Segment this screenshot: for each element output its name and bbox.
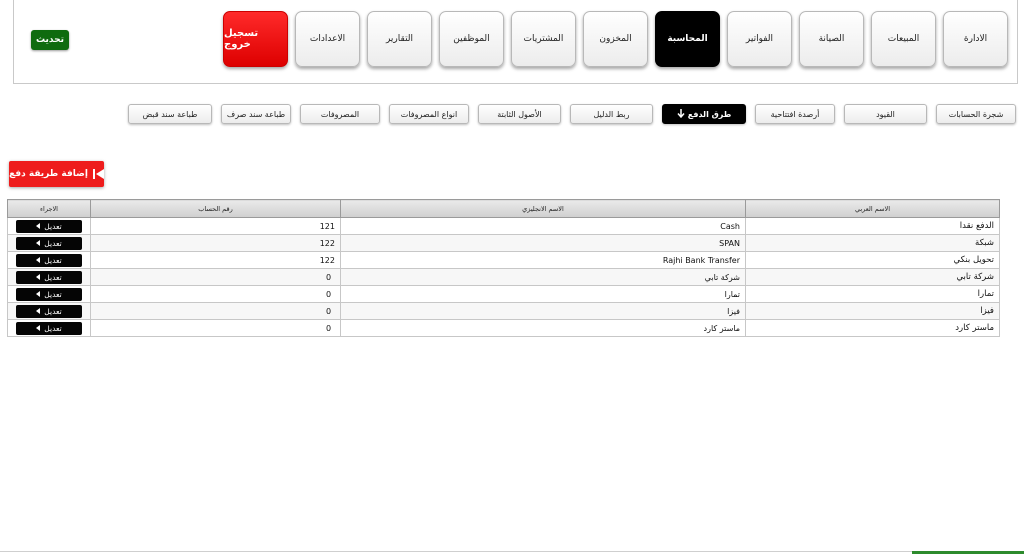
accounting-subnav xyxy=(128,104,1016,124)
subnav-label: شجرة الحسابات xyxy=(948,109,1004,119)
nav-inventory[interactable]: المخزون xyxy=(583,11,648,67)
edit-button[interactable] xyxy=(16,322,82,335)
edit-button[interactable] xyxy=(16,288,82,301)
subnav-fixed-assets[interactable] xyxy=(478,104,561,124)
cell-arabic-name: شبكة xyxy=(746,235,1000,252)
nav-settings[interactable]: الاعدادات xyxy=(295,11,360,67)
cell-action xyxy=(8,320,91,337)
edit-label: تعديل xyxy=(44,238,62,248)
logout-button[interactable]: تسجيل خروج xyxy=(223,11,288,67)
payment-methods-table xyxy=(7,199,1000,337)
col-header-account-number: رقم الحساب xyxy=(91,200,341,218)
edit-button[interactable] xyxy=(16,271,82,284)
cell-action xyxy=(8,269,91,286)
nav-sales[interactable]: المبيعات xyxy=(871,11,936,67)
edit-label: تعديل xyxy=(44,272,62,282)
nav-invoices[interactable]: الفواتير xyxy=(727,11,792,67)
cell-arabic-name: الدفع نقدا xyxy=(746,218,1000,235)
edit-button[interactable] xyxy=(16,220,82,233)
cell-english-name: Cash xyxy=(341,218,746,235)
cell-english-name: SPAN xyxy=(341,235,746,252)
caret-left-icon xyxy=(36,274,40,280)
refresh-button[interactable]: تحديث xyxy=(31,30,69,50)
cell-arabic-name: تحويل بنكي xyxy=(746,252,1000,269)
caret-left-icon xyxy=(36,257,40,263)
arrow-down-icon xyxy=(677,109,685,120)
subnav-chart-of-accounts[interactable] xyxy=(936,104,1016,124)
nav-administration[interactable]: الادارة xyxy=(943,11,1008,67)
table-row xyxy=(8,286,1000,303)
cell-english-name: تمارا xyxy=(341,286,746,303)
subnav-print-payment-voucher[interactable] xyxy=(221,104,291,124)
cell-action xyxy=(8,218,91,235)
cell-account-number: 0 xyxy=(91,269,341,286)
cell-action xyxy=(8,235,91,252)
table-row xyxy=(8,218,1000,235)
top-nav-panel xyxy=(13,0,1018,84)
cell-action xyxy=(8,303,91,320)
nav-purchases[interactable]: المشتريات xyxy=(511,11,576,67)
table-header-row xyxy=(8,200,1000,218)
cell-account-number: 0 xyxy=(91,286,341,303)
subnav-opening-balances[interactable] xyxy=(755,104,835,124)
cell-account-number: 122 xyxy=(91,235,341,252)
main-nav xyxy=(223,11,1008,67)
cell-action xyxy=(8,286,91,303)
nav-employees[interactable]: الموظفين xyxy=(439,11,504,67)
edit-label: تعديل xyxy=(44,255,62,265)
cell-arabic-name: ماستر كارد xyxy=(746,320,1000,337)
table-row xyxy=(8,320,1000,337)
cell-account-number: 0 xyxy=(91,303,341,320)
col-header-arabic-name: الاسم العربي xyxy=(746,200,1000,218)
caret-left-icon xyxy=(36,325,40,331)
cell-english-name: فيزا xyxy=(341,303,746,320)
cell-account-number: 121 xyxy=(91,218,341,235)
subnav-label: ربط الدليل xyxy=(593,109,630,119)
cell-account-number: 0 xyxy=(91,320,341,337)
nav-maintenance[interactable]: الصيانة xyxy=(799,11,864,67)
table-row xyxy=(8,269,1000,286)
subnav-label: طرق الدفع xyxy=(687,109,732,119)
cell-english-name: ماستر كارد xyxy=(341,320,746,337)
edit-label: تعديل xyxy=(44,323,62,333)
edit-label: تعديل xyxy=(44,221,62,231)
nav-reports[interactable]: التقارير xyxy=(367,11,432,67)
caret-left-icon xyxy=(36,308,40,314)
subnav-journal-entries[interactable] xyxy=(844,104,927,124)
edit-label: تعديل xyxy=(44,289,62,299)
table-row xyxy=(8,303,1000,320)
edit-button[interactable] xyxy=(16,237,82,250)
cell-arabic-name: فيزا xyxy=(746,303,1000,320)
subnav-label: الأصول الثابتة xyxy=(497,109,542,119)
edit-label: تعديل xyxy=(44,306,62,316)
col-header-english-name: الاسم الانجليزي xyxy=(341,200,746,218)
cell-english-name: شركة تابي xyxy=(341,269,746,286)
subnav-expense-types[interactable] xyxy=(389,104,469,124)
add-button-label: إضافة طريقة دفع xyxy=(9,169,88,179)
cell-english-name: Rajhi Bank Transfer xyxy=(341,252,746,269)
caret-left-icon xyxy=(36,240,40,246)
subnav-label: القيود xyxy=(876,109,895,119)
subnav-label: أرصدة افتتاحية xyxy=(770,109,820,119)
col-header-action: الاجراء xyxy=(8,200,91,218)
cell-arabic-name: شركة تابي xyxy=(746,269,1000,286)
subnav-label: انواع المصروفات xyxy=(400,109,458,119)
edit-button[interactable] xyxy=(16,254,82,267)
caret-left-icon xyxy=(36,291,40,297)
caret-left-icon xyxy=(36,223,40,229)
nav-accounting[interactable]: المحاسبة xyxy=(655,11,720,67)
edit-button[interactable] xyxy=(16,305,82,318)
subnav-print-receipt-voucher[interactable] xyxy=(128,104,212,124)
table-row xyxy=(8,252,1000,269)
subnav-label: طباعة سند صرف xyxy=(226,109,286,119)
bottom-divider xyxy=(0,551,1024,552)
subnav-label: المصروفات xyxy=(320,109,360,119)
subnav-expenses[interactable] xyxy=(300,104,380,124)
cell-action xyxy=(8,252,91,269)
add-payment-method-button[interactable] xyxy=(9,161,104,187)
cell-account-number: 122 xyxy=(91,252,341,269)
table-row xyxy=(8,235,1000,252)
skip-back-icon xyxy=(93,169,104,179)
subnav-link-guide[interactable] xyxy=(570,104,653,124)
bottom-accent-bar xyxy=(912,551,1024,554)
cell-arabic-name: تمارا xyxy=(746,286,1000,303)
subnav-payment-methods[interactable] xyxy=(662,104,746,124)
subnav-label: طباعة سند قبض xyxy=(142,109,198,119)
